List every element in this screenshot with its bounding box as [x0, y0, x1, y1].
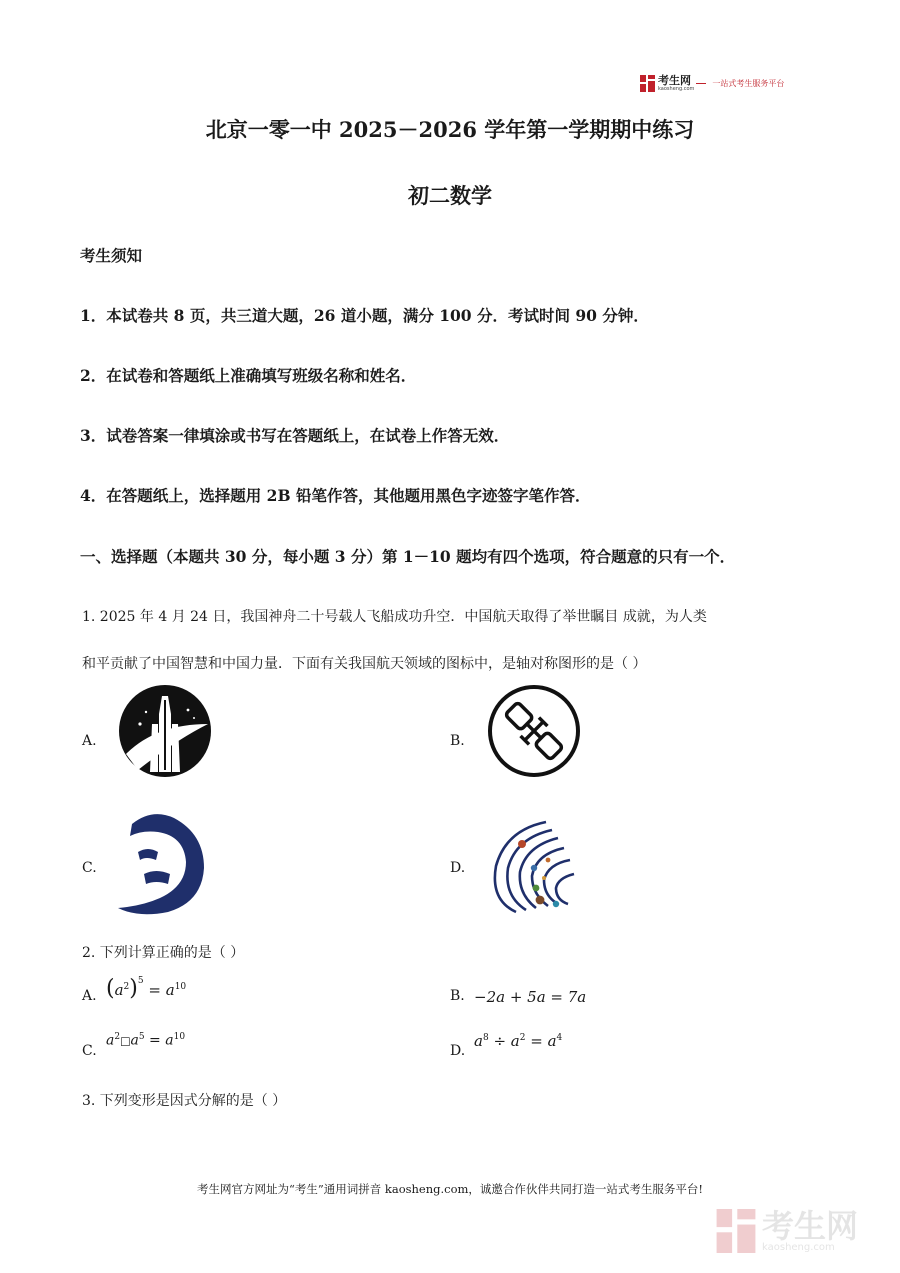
q1-option-b-label: B. [450, 733, 465, 749]
watermark-domain: kaosheng.com [762, 1241, 835, 1253]
q2-option-d-expr: $a^8 \div a^2 = a^4$ [474, 1032, 563, 1050]
q2-c-exp1: 2 [114, 1032, 121, 1042]
q2-c-rhs-exp: 10 [173, 1032, 186, 1042]
q2-option-d-label: D. [450, 1043, 466, 1059]
q2-stem: 2. 下列计算正确的是（ ） [82, 945, 245, 961]
exam-title: 北京一零一中 2025－2026 学年第一学期期中练习 [205, 117, 695, 142]
q2-option-a-expr: $(a^2)^5 = a^{10}$ [106, 976, 187, 1001]
q2-a-inner-exp: 2 [123, 982, 130, 992]
q2-d-rhs-exp: 4 [556, 1033, 563, 1043]
logo-domain: kaosheng.com [658, 85, 695, 92]
notice-item: 1．本试卷共 8 页，共三道大题，26 道小题，满分 100 分．考试时间 90 分钟． [80, 306, 649, 325]
q2-d-exp1: 8 [482, 1033, 489, 1043]
brush-moon-emblem-icon [112, 808, 208, 916]
q2-option-a-label: A. [82, 988, 97, 1004]
orbit-swirl-emblem-icon [486, 816, 582, 920]
q2-a-rhs-exp: 10 [174, 982, 187, 992]
logo-divider [696, 83, 706, 84]
notice-item: 2．在试卷和答题纸上准确填写班级名称和姓名． [80, 366, 417, 385]
rocket-emblem-icon [116, 684, 214, 778]
watermark-logo-icon [716, 1209, 756, 1253]
brand-logo [640, 72, 810, 94]
q1-option-a-label: A. [82, 733, 97, 749]
logo-slogan: 一站式考生服务平台 [712, 78, 785, 88]
q2-a-rhs-base: a [165, 981, 175, 999]
section-heading: 一、选择题（本题共 30 分，每小题 3 分）第 1－10 题均有四个选项，符合题意的只有一个． [80, 547, 736, 566]
q1-option-d-label: D. [450, 860, 466, 876]
footer-note: 考生网官方网址为“考生”通用词拼音 kaosheng.com，诚邀合作伙伴共同打造一站式考生服务平台! [196, 1182, 704, 1196]
q1-line1: 1. 2025 年 4 月 24 日，我国神舟二十号载人飞船成功升空．中国航天取得了举世瞩目 成就，为人类 [82, 609, 707, 625]
exam-subject: 初二数学 [408, 183, 492, 208]
notice-heading: 考生须知 [80, 246, 143, 265]
satellite-emblem-icon [486, 684, 582, 778]
q2-a-outer-exp: 5 [137, 976, 144, 986]
kaosheng-logo-icon [640, 75, 655, 92]
notice-item: 4．在答题纸上，选择题用 2B 铅笔作答，其他题用黑色字迹签字笔作答． [80, 486, 591, 505]
q3-stem: 3. 下列变形是因式分解的是（ ） [82, 1093, 287, 1109]
q2-option-c-expr: $a^2□a^5 = a^{10}$ [106, 1032, 186, 1049]
q2-a-base: a [114, 981, 124, 999]
logo-name: 考生网 [658, 73, 691, 87]
notice-item: 3．试卷答案一律填涂或书写在答题纸上，在试卷上作答无效． [80, 426, 510, 445]
q2-c-exp2: 5 [138, 1032, 145, 1042]
watermark-text: 考生网 [762, 1206, 859, 1245]
watermark [716, 1207, 886, 1255]
q2-option-b-label: B. [450, 988, 465, 1004]
q2-option-c-label: C. [82, 1043, 97, 1059]
q2-option-b-expr: −2a + 5a = 7a [474, 988, 587, 1006]
q2-d-exp2: 2 [519, 1033, 526, 1043]
q1-option-c-label: C. [82, 860, 97, 876]
q1-line2: 和平贡献了中国智慧和中国力量．下面有关我国航天领域的图标中，是轴对称图形的是（ ） [82, 656, 647, 672]
